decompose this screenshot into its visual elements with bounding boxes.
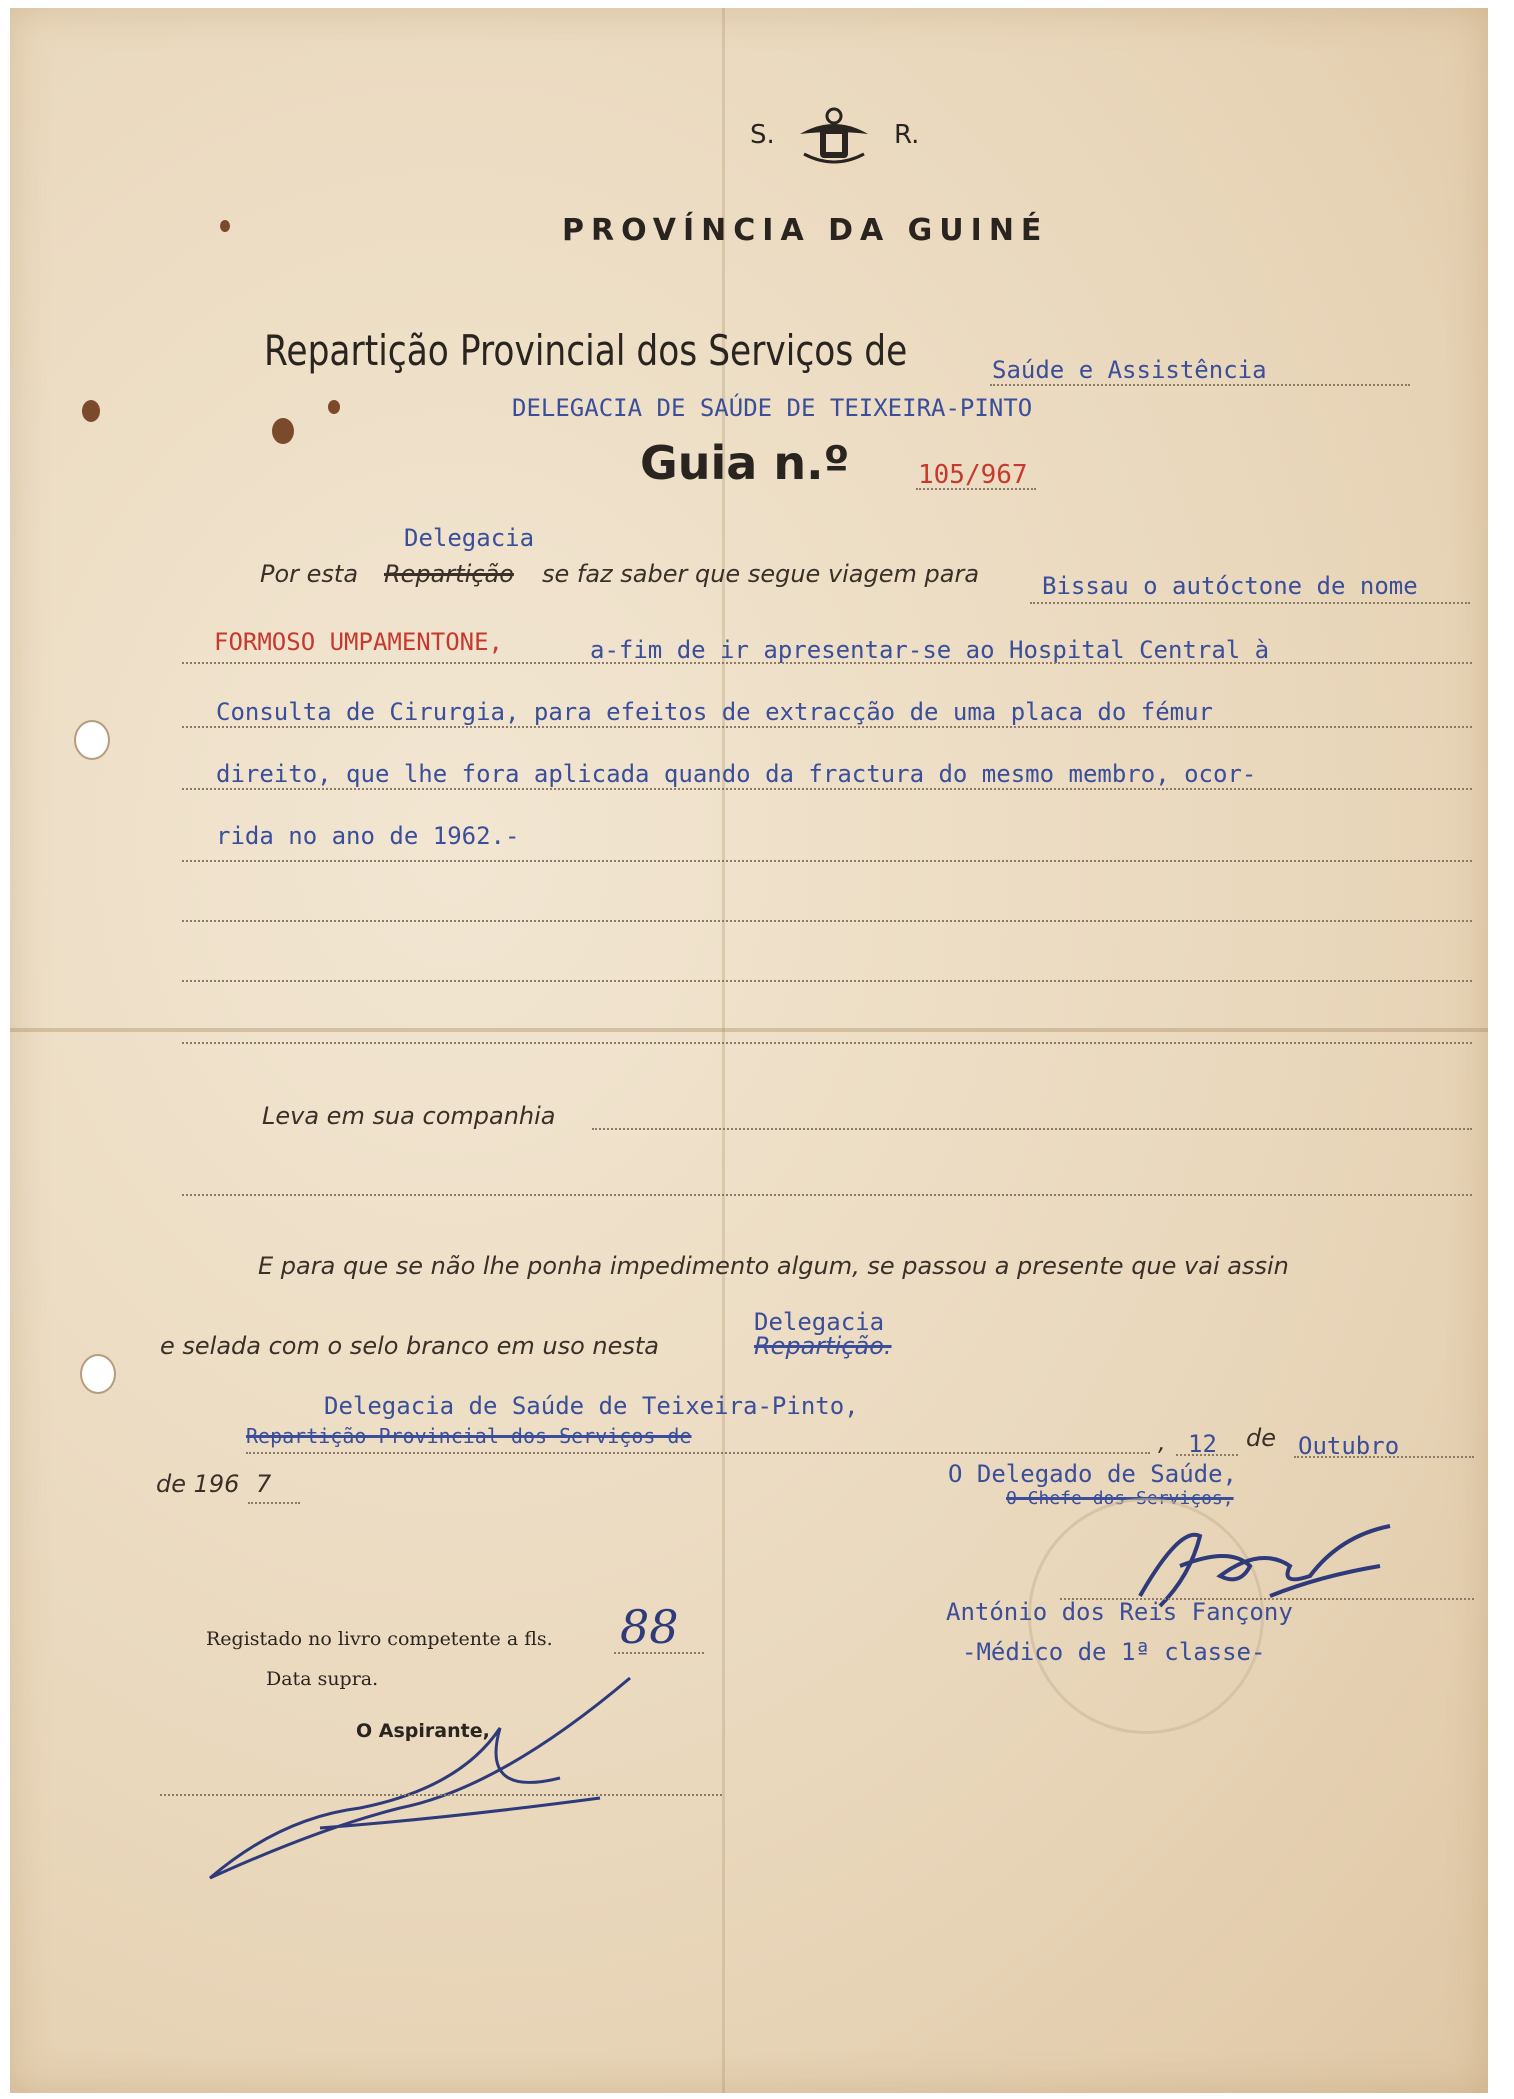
province-title: PROVÍNCIA DA GUINÉ [562,213,1049,248]
closing-line-1: E para que se não lhe ponha impedimento algum, se passou a presente que vai assin [258,1252,1289,1280]
line8-dotted [182,980,1472,982]
department-heading: Repartição Provincial dos Serviços de [264,326,908,375]
registry-dotted [614,1652,704,1654]
department-dotted-line [990,384,1410,386]
header-mark-right: R. [894,120,920,150]
companion-dotted [592,1128,1472,1130]
rust-stain [82,400,100,422]
line9-dotted [182,1042,1472,1044]
signer-title: O Delegado de Saúde, [948,1460,1237,1488]
coat-of-arms-icon [794,104,874,174]
struck-department: Repartição Provincial dos Serviços de [246,1424,692,1448]
signer-name: António dos Reis Fançony [946,1598,1293,1626]
guia-label: Guia n.º [640,436,850,490]
companion-label: Leva em sua companhia [262,1102,556,1130]
guia-number: 105/967 [918,460,1028,490]
punch-hole-upper [74,720,110,760]
line7-dotted [182,920,1472,922]
insert-delegacia-2: Delegacia [754,1308,885,1336]
line1-middle: se faz saber que segue viagem para [542,560,980,588]
line4: direito, que lhe fora aplicada quando da fractura do mesmo membro, ocor- [216,760,1257,788]
line3: Consulta de Cirurgia, para efeitos de extracção de uma placa do fémur [216,698,1213,726]
horizontal-fold-crease [10,1028,1488,1032]
date-de: de [1246,1424,1276,1452]
line1-destination: Bissau o autóctone de nome [1042,572,1418,600]
date-month-dotted [1294,1456,1474,1458]
delegacia-subheading: DELEGACIA DE SAÚDE DE TEIXEIRA-PINTO [512,394,1033,422]
punch-hole-lower [80,1354,116,1394]
signer-role: -Médico de 1ª classe- [962,1638,1266,1666]
line1-struck-reparticao: Repartição [384,560,514,588]
registry-aspirante: O Aspirante, [356,1720,490,1742]
traveler-name: FORMOSO UMPAMENTONE, [214,628,503,656]
date-day-dotted [1176,1454,1238,1456]
line1-prefix: Por esta [260,560,359,588]
line5: rida no ano de 1962.- [216,822,520,850]
line4-dotted [182,788,1472,790]
companion-dotted-2 [182,1194,1472,1196]
year-dotted [248,1502,300,1504]
line3-dotted [182,726,1472,728]
insert-delegacia-location: Delegacia de Saúde de Teixeira-Pinto, [324,1392,859,1420]
guia-dotted-line [916,488,1036,490]
line6-dotted [182,860,1472,862]
insert-delegacia-1: Delegacia [404,524,535,552]
year-fill: 7 [256,1470,272,1498]
registry-text: Registado no livro competente a fls. [206,1628,553,1650]
department-fill: Saúde e Assistência [992,356,1267,384]
line2-rest: a-fim de ir apresentar-se ao Hospital Central à [590,636,1270,664]
rust-stain [328,400,340,414]
document-page: S. R. PROVÍNCIA DA GUINÉ Repartição Provincial dos Serviços de Saúde e Assistência DELEGACIA DE SAÚDE DE TEIXEIRA-PINTO Guia n.º 105/967 Delegacia Por esta Repartição se faz saber que segue viagem para Bissau o autóctone de nome FORMOSO UMPAMENTONE, a-fim de ir apresentar-se ao Hospital Central à Consulta de Cirurgia, para efeitos de extracção de uma placa do fémur direito, que lhe fora aplicada quando da fractura do mesmo membro, ocor- rida no ano de 1962.- Leva em sua companhia E para que se não lhe ponha impedimento algum, se passou a presente que vai assin Delegacia e selada com o selo branco em uso nesta Repartição. Delegacia de Saúde de Teixeira-Pinto, Repartição Provincial dos Serviços de , 12 de Outubro de 196 7 O Delegado de Saúde, O Chefe dos Serviços, António dos Reis Fançony -Médico de 1ª classe- Registado no livro competente a fls. 88 Data supra. O Aspirante, [10,8,1488,2093]
registry-date: Data supra. [266,1668,379,1690]
closing-struck-reparticao: Repartição. [754,1332,892,1360]
aspirante-signature [200,1668,660,1892]
registry-folio: 88 [620,1600,679,1654]
date-month: Outubro [1298,1432,1400,1460]
aspirante-dotted [160,1794,722,1796]
date-day: 12 [1188,1430,1217,1458]
vertical-fold-crease [722,8,725,2093]
rust-stain [272,418,294,444]
line2-dotted [182,662,1472,664]
signer-struck-title: O Chefe dos Serviços, [1006,1488,1234,1509]
year-prefix: de 196 [156,1470,240,1498]
header-mark-left: S. [750,120,775,150]
rust-stain [220,220,230,232]
location-dotted [246,1452,1150,1454]
line1-dotted [1030,602,1470,604]
closing-line-2: e selada com o selo branco em uso nesta [160,1332,659,1360]
